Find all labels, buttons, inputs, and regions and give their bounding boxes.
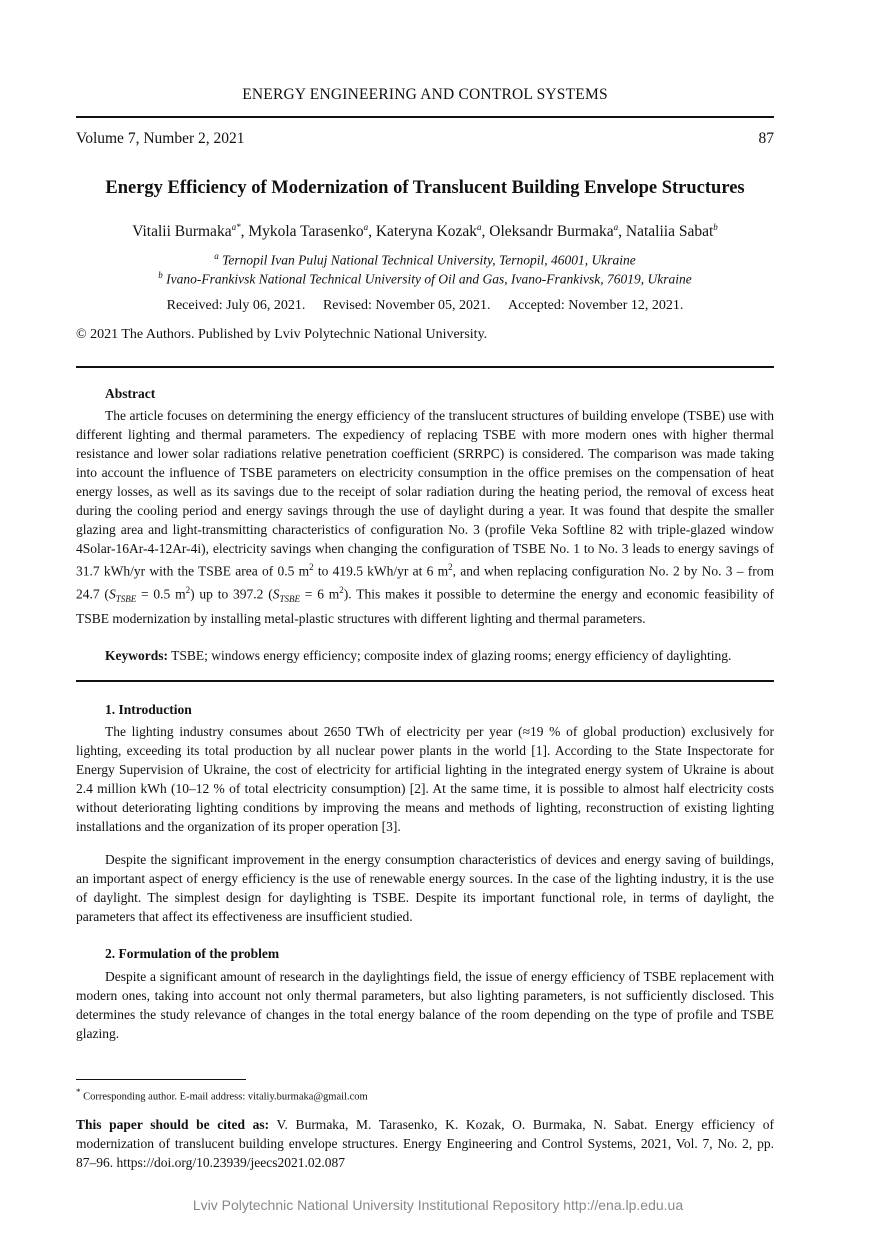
header-rule [76,116,774,118]
volume-info: Volume 7, Number 2, 2021 [76,130,245,147]
problem-heading: 2. Formulation of the problem [105,946,280,961]
page-number: 87 [758,130,774,147]
author-mark: b [713,222,718,232]
abstract-text: The article focuses on determining the energy efficiency of the translucent structures of building envelope (TSBE) use with different lighting and thermal parameters. The expediency of replacing TSBE with more modern ones with higher thermal resistance and lower solar radiations relative penetration coefficient (SRRPC) is considered. The comparison was made taking into account the influence of TSBE parameters on electricity consumption in the office premises on the compensation of heat energy losses, as well as its savings due to the receipt of solar radiation during the heating period, the removal of excess heat during the cooling period and energy savings through the use of daylight during a year. It was found that despite the smaller glazing area and light-transmitting characteristics of configuration No. 3 (profile Veka Softline 82 with triple-glazed window 4Solar-16Ar-4-12Ar-4i), electricity savings when changing the configuration of TSBE No. 1 to No. 3 leads to energy savings of 31.7 kWh/yr with the TSBE area of 0.5 $m^2$ to 419.5 kWh/yr at 6 $m^2$, and when replacing configuration No. 2 by No. 3 – from 24.7 ($S_{TSBE} = 0.5$ $m^2$) up to 397.2 ($S_{TSBE} = 6$ $m^2$). This makes it possible to determine the energy and economic feasibility of TSBE modernization by installing metal-plastic structures with different lighting and thermal parameters. [76,408,775,626]
received-date: Received: July 06, 2021. [166,298,306,313]
author-name: Oleksandr Burmaka [489,223,614,241]
keywords-bottom-rule [76,680,774,682]
journal-name: ENERGY ENGINEERING AND CONTROL SYSTEMS [242,86,608,103]
problem-paragraph: Despite a significant amount of research in the daylightings field, the issue of energy efficiency of TSBE replacement with modern ones, taking into account not only thermal parameters, but also lighting parameters, is not sufficiently disclosed. This determines the study relevance of changes in the total energy balance of the room depending on the type of profile and TSBE glazing. [76,969,774,1041]
affiliation-text: Ivano-Frankivsk National Technical University of Oil and Gas, Ivano-Frankivsk, 76019, Ukraine [166,271,692,287]
footnote-text: Corresponding author. E-mail address: vitaliy.burmaka@gmail.com [80,1091,368,1103]
repository-watermark: Lviv Polytechnic National University Institutional Repository http://ena.lp.edu.ua [192,1197,684,1213]
author-mark: a [613,222,619,232]
affiliation-mark: b [158,270,163,280]
footnote-rule [76,1079,246,1080]
introduction-paragraph-1: The lighting industry consumes about 2650 TWh of electricity per year (≈19 % of global production) exclusively for lighting, exceeding its total production by all nuclear power plants in the world [1]. According to the State Inspectorate for Energy Supervision of Ukraine, the cost of electricity for artificial lighting in the integrated energy system of Ukraine is about 2.4 million kWh (10–12 % of total electricity consumption) [2]. At the same time, it is possible to almost half electricity costs without deteriorating lighting conditions by improving the means and methods of lighting, reconstruction of existing lighting installations and the organization of its proper operation [3]. [76,724,774,834]
affiliation-a [76,251,774,269]
author-name: Kateryna Kozak [375,223,477,241]
keywords [105,648,774,664]
introduction-heading: 1. Introduction [105,702,192,717]
author-name: Nataliia Sabat [625,223,714,241]
affiliation-text: Ternopil Ivan Puluj National Technical University, Ternopil, 46001, Ukraine [222,252,636,268]
author-name: Vitalii Burmaka [132,223,232,241]
article-dates [76,298,774,314]
footnote [76,1087,774,1103]
citation [76,1115,774,1172]
copyright-notice: © 2021 The Authors. Published by Lviv Polytechnic National University. [76,327,488,342]
volume-row [76,130,774,148]
footnote-mark: * [76,1087,81,1097]
author-mark: a [477,222,482,232]
keywords-label: Keywords: [105,648,168,663]
abstract-heading: Abstract [105,386,156,401]
keywords-text: TSBE; windows energy efficiency; composite index of glazing rooms; energy efficiency of daylighting. [168,648,732,663]
citation-label: This paper should be cited as: [76,1117,270,1132]
affiliation-b [76,270,774,288]
citation-text: V. Burmaka, M. Tarasenko, K. Kozak, O. Burmaka, N. Sabat. Energy efficiency of modernization of translucent building envelope structures. Energy Engineering and Control Systems, 2021, Vol. 7, No. 2, pp. 87–96. https://doi.org/10.23939/jeecs2021.02.087 [76,1117,774,1170]
article-title: Energy Efficiency of Modernization of Translucent Building Envelope Structures [105,178,745,198]
author-list: Vitalii Burmaka$^{a*}$, Mykola Tarasenko$^a$, Kateryna Kozak$^a$, Oleksandr Burmaka$^a$, Nataliia Sabat$^b$ [132,222,718,241]
author-name: Mykola Tarasenko [248,223,364,241]
abstract-top-rule [76,366,774,368]
accepted-date: Accepted: November 12, 2021. [508,298,684,313]
introduction-paragraph-2: Despite the significant improvement in the energy consumption characteristics of devices and energy saving of buildings, an important aspect of energy efficiency is the use of renewable energy sources. In the case of the lighting industry, it is the use of daylight. The simplest design for daylighting is TSBE. Despite its important functional role, in terms of daylight, the parameters that affect its effectiveness are insufficient studied. [76,852,774,924]
author-mark: a [363,222,369,232]
revised-date: Revised: November 05, 2021. [322,298,491,313]
author-mark: a* [231,222,241,232]
affiliation-mark: a [214,251,219,261]
